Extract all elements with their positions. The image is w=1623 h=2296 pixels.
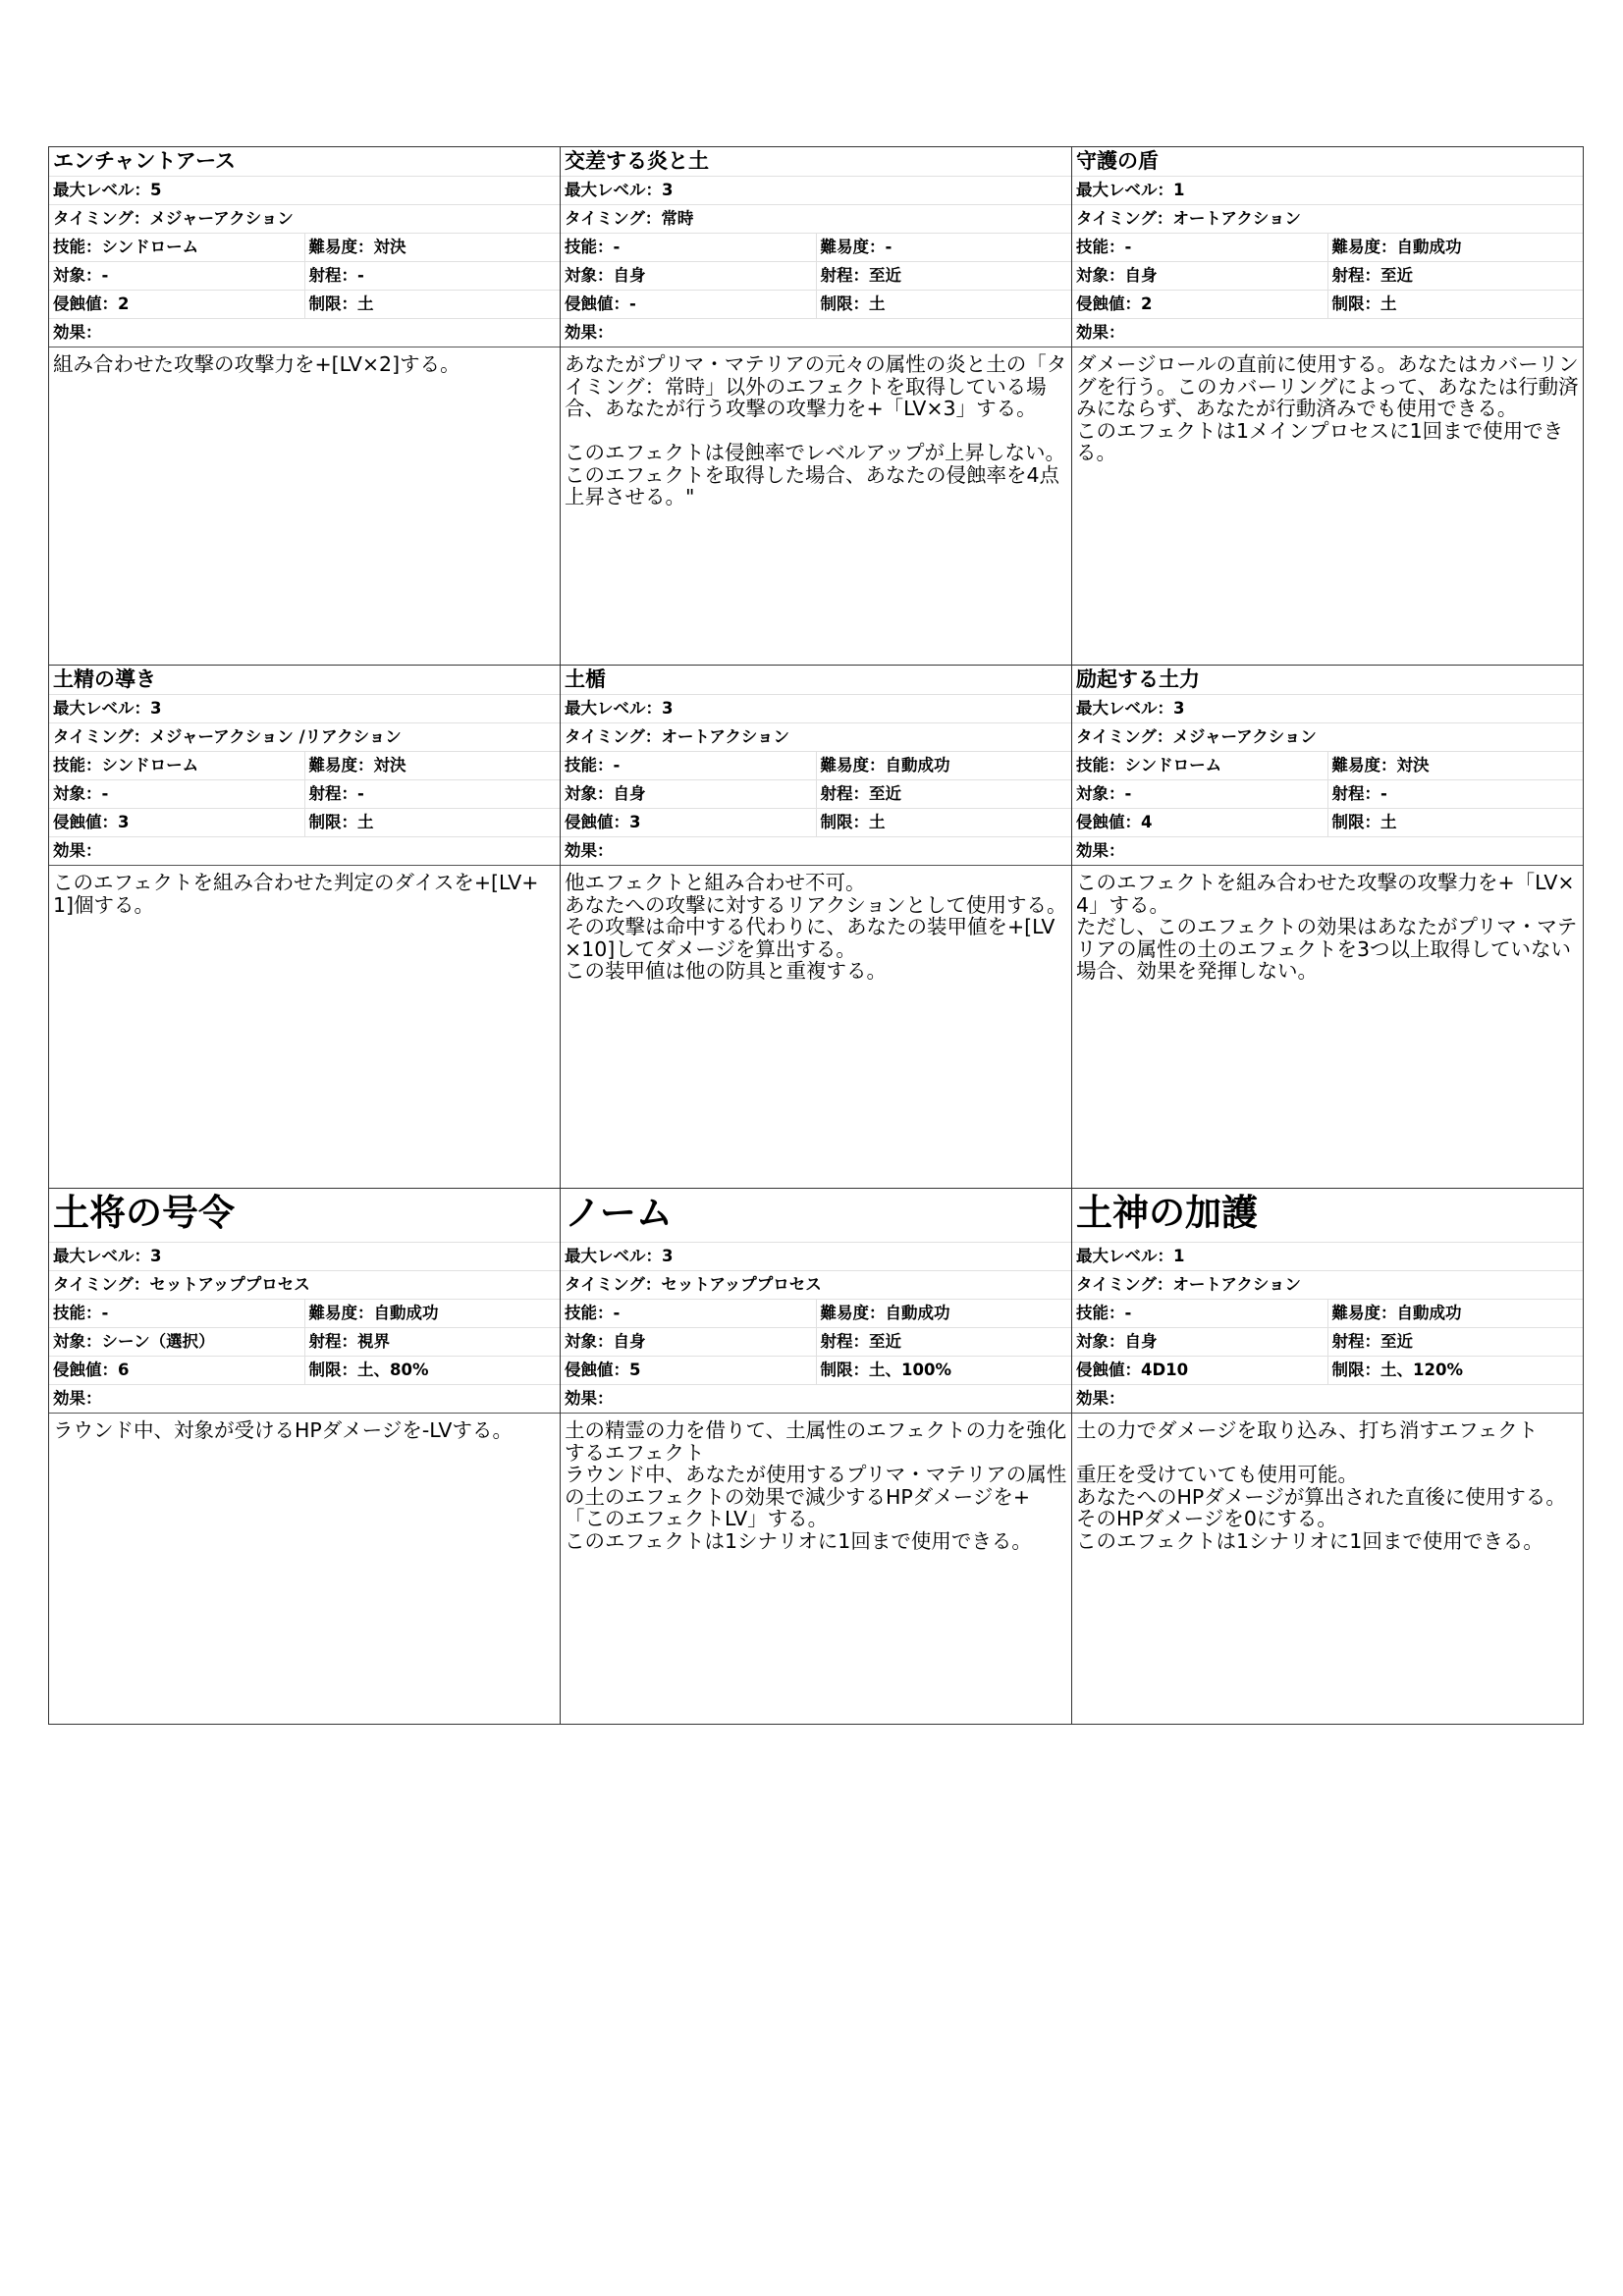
difficulty: 難易度：自動成功: [816, 1300, 1072, 1327]
skill: 技能：-: [1076, 1304, 1132, 1322]
limit: 制限：土、80%: [304, 1357, 561, 1384]
target: 対象：-: [53, 266, 109, 285]
skill: 技能：-: [53, 1304, 109, 1322]
effect-label: 効果：: [49, 837, 560, 866]
limit: 制限：土: [1327, 291, 1584, 318]
effect-card: [1072, 147, 1584, 666]
erosion: 侵蝕値：3: [565, 813, 641, 831]
target-range-row: [561, 1328, 1071, 1357]
effect-label: 効果：: [49, 319, 560, 347]
timing: タイミング：オートアクション: [561, 723, 1071, 752]
skill: 技能：シンドローム: [53, 238, 199, 256]
range: 射程：-: [1327, 780, 1584, 808]
effect-text: 組み合わせた攻撃の攻撃力を+[LV×2]する。: [53, 352, 460, 376]
erosion-limit-row: [561, 1357, 1071, 1385]
target: 対象：自身: [565, 784, 646, 803]
limit: 制限：土: [1327, 809, 1584, 836]
skill-difficulty-row: [1072, 1300, 1583, 1328]
effect-text: このエフェクトを組み合わせた攻撃の攻撃力を+「LV×4」する。 ただし、このエフェクトの効果はあなたがプリマ・マテリアの属性の土のエフェクトを3つ以上取得していない場合、効果を発揮しない。: [1076, 871, 1578, 983]
effect-card: [1072, 1189, 1584, 1725]
range: 射程：至近: [1327, 1328, 1584, 1356]
timing: タイミング：メジャーアクション /リアクション: [49, 723, 560, 752]
erosion: 侵蝕値：2: [53, 294, 130, 313]
erosion: 侵蝕値：6: [53, 1361, 130, 1379]
effect-card: [49, 666, 561, 1189]
max-level: 最大レベル：1: [1072, 177, 1583, 205]
erosion-limit-row: [49, 1357, 560, 1385]
difficulty: 難易度：対決: [1327, 752, 1584, 779]
erosion: 侵蝕値：5: [565, 1361, 641, 1379]
difficulty: 難易度：対決: [304, 234, 561, 261]
erosion-limit-row: [1072, 1357, 1583, 1385]
effect-label: 効果：: [561, 1385, 1071, 1414]
skill-difficulty-row: [561, 1300, 1071, 1328]
limit: 制限：土: [816, 291, 1072, 318]
timing: タイミング：セットアッププロセス: [561, 1271, 1071, 1300]
effect-label: 効果：: [1072, 1385, 1583, 1414]
max-level: 最大レベル：3: [561, 1243, 1071, 1271]
timing: タイミング：オートアクション: [1072, 205, 1583, 234]
limit: 制限：土: [816, 809, 1072, 836]
target-range-row: [49, 780, 560, 809]
card-row: [49, 147, 1584, 666]
target: 対象：自身: [1076, 266, 1158, 285]
effect-text: 土の力でダメージを取り込み、打ち消すエフェクト 重圧を受けていても使用可能。 あなたへのHPダメージが算出された直後に使用する。 そのHPダメージを0にする。 このエフェクトは1シナリオに1回まで使用できる。: [1076, 1418, 1566, 1553]
limit: 制限：土: [304, 809, 561, 836]
target: 対象：シーン（選択）: [53, 1332, 215, 1351]
erosion: 侵蝕値：3: [53, 813, 130, 831]
effect-label: 効果：: [49, 1385, 560, 1414]
effect-label: 効果：: [561, 837, 1071, 866]
effect-card: [49, 147, 561, 666]
erosion: 侵蝕値：4: [1076, 813, 1153, 831]
effect-label: 効果：: [1072, 319, 1583, 347]
skill: 技能：シンドローム: [1076, 756, 1222, 774]
effect-label: 効果：: [561, 319, 1071, 347]
target-range-row: [1072, 1328, 1583, 1357]
max-level: 最大レベル：3: [49, 695, 560, 723]
limit: 制限：土、100%: [816, 1357, 1072, 1384]
card-row: [49, 1189, 1584, 1725]
skill: 技能：-: [565, 238, 621, 256]
skill-difficulty-row: [561, 234, 1071, 262]
skill: 技能：-: [565, 756, 621, 774]
effect-name: 土精の導き: [49, 666, 560, 695]
timing: タイミング：常時: [561, 205, 1071, 234]
erosion-limit-row: [561, 809, 1071, 837]
erosion-limit-row: [1072, 809, 1583, 837]
effect-text: 他エフェクトと組み合わせ不可。 あなたへの攻撃に対するリアクションとして使用する。 その攻撃は命中する代わりに、あなたの装甲値を+[LV×10]してダメージを算出する。 この装甲値は他の防具と重複する。: [565, 871, 1067, 983]
skill-difficulty-row: [1072, 234, 1583, 262]
skill-difficulty-row: [49, 1300, 560, 1328]
difficulty: 難易度：対決: [304, 752, 561, 779]
range: 射程：-: [304, 780, 561, 808]
max-level: 最大レベル：3: [561, 695, 1071, 723]
timing: タイミング：メジャーアクション: [1072, 723, 1583, 752]
effect-text: あなたがプリマ・マテリアの元々の属性の炎と土の「タイミング：常時」以外のエフェクトを取得している場合、あなたが行う攻撃の攻撃力を+「LV×3」する。 このエフェクトは侵蝕率でレベルアップが上昇しない。 このエフェクトを取得した場合、あなたの侵蝕率を4点上昇させる。": [565, 352, 1067, 508]
difficulty: 難易度：自動成功: [304, 1300, 561, 1327]
difficulty: 難易度：自動成功: [816, 752, 1072, 779]
max-level: 最大レベル：5: [49, 177, 560, 205]
difficulty: 難易度：自動成功: [1327, 1300, 1584, 1327]
effect-name: 土神の加護: [1072, 1189, 1583, 1243]
target-range-row: [49, 262, 560, 291]
skill-difficulty-row: [49, 752, 560, 780]
timing: タイミング：メジャーアクション: [49, 205, 560, 234]
target-range-row: [49, 1328, 560, 1357]
erosion-limit-row: [1072, 291, 1583, 319]
max-level: 最大レベル：3: [561, 177, 1071, 205]
effect-card: [561, 1189, 1072, 1725]
difficulty: 難易度：自動成功: [1327, 234, 1584, 261]
effect-name: 交差する炎と土: [561, 147, 1071, 177]
effect-name: エンチャントアース: [49, 147, 560, 177]
range: 射程：至近: [816, 1328, 1072, 1356]
effect-name: 励起する土力: [1072, 666, 1583, 695]
effect-card: [1072, 666, 1584, 1189]
timing: タイミング：セットアッププロセス: [49, 1271, 560, 1300]
effect-text: ラウンド中、対象が受けるHPダメージを-LVする。: [53, 1418, 513, 1442]
effect-text: このエフェクトを組み合わせた判定のダイスを+[LV+1]個する。: [53, 871, 539, 917]
effect-card: [561, 147, 1072, 666]
effect-name: 守護の盾: [1072, 147, 1583, 177]
target-range-row: [561, 780, 1071, 809]
skill-difficulty-row: [1072, 752, 1583, 780]
card-row: [49, 666, 1584, 1189]
effect-text: ダメージロールの直前に使用する。あなたはカバーリングを行う。このカバーリングによって、あなたは行動済みにならず、あなたが行動済みでも使用できる。 このエフェクトは1メインプロセスに1回まで使用できる。: [1076, 352, 1579, 464]
difficulty: 難易度：-: [816, 234, 1072, 261]
erosion: 侵蝕値：4D10: [1076, 1361, 1189, 1379]
target: 対象：-: [1076, 784, 1132, 803]
max-level: 最大レベル：1: [1072, 1243, 1583, 1271]
effect-name: 土将の号令: [49, 1189, 560, 1243]
effect-card: [561, 666, 1072, 1189]
target-range-row: [1072, 262, 1583, 291]
range: 射程：至近: [816, 262, 1072, 290]
effect-label: 効果：: [1072, 837, 1583, 866]
erosion-limit-row: [49, 809, 560, 837]
erosion-limit-row: [561, 291, 1071, 319]
erosion: 侵蝕値：-: [565, 294, 636, 313]
target: 対象：自身: [565, 1332, 646, 1351]
range: 射程：視界: [304, 1328, 561, 1356]
target-range-row: [1072, 780, 1583, 809]
target: 対象：自身: [565, 266, 646, 285]
effect-text: 土の精霊の力を借りて、土属性のエフェクトの力を強化するエフェクト ラウンド中、あなたが使用するプリマ・マテリアの属性の土のエフェクトの効果で減少するHPダメージを+「このエフェクトLV」する。 このエフェクトは1シナリオに1回まで使用できる。: [565, 1418, 1067, 1553]
range: 射程：至近: [816, 780, 1072, 808]
limit: 制限：土: [304, 291, 561, 318]
skill: 技能：シンドローム: [53, 756, 199, 774]
max-level: 最大レベル：3: [1072, 695, 1583, 723]
effect-name: ノーム: [561, 1189, 1071, 1243]
skill: 技能：-: [1076, 238, 1132, 256]
range: 射程：至近: [1327, 262, 1584, 290]
erosion-limit-row: [49, 291, 560, 319]
max-level: 最大レベル：3: [49, 1243, 560, 1271]
skill: 技能：-: [565, 1304, 621, 1322]
skill-difficulty-row: [561, 752, 1071, 780]
range: 射程：-: [304, 262, 561, 290]
target-range-row: [561, 262, 1071, 291]
effect-card: [49, 1189, 561, 1725]
effect-card-sheet: [48, 146, 1584, 1725]
limit: 制限：土、120%: [1327, 1357, 1584, 1384]
target: 対象：-: [53, 784, 109, 803]
timing: タイミング：オートアクション: [1072, 1271, 1583, 1300]
effect-name: 土楯: [561, 666, 1071, 695]
target: 対象：自身: [1076, 1332, 1158, 1351]
erosion: 侵蝕値：2: [1076, 294, 1153, 313]
skill-difficulty-row: [49, 234, 560, 262]
